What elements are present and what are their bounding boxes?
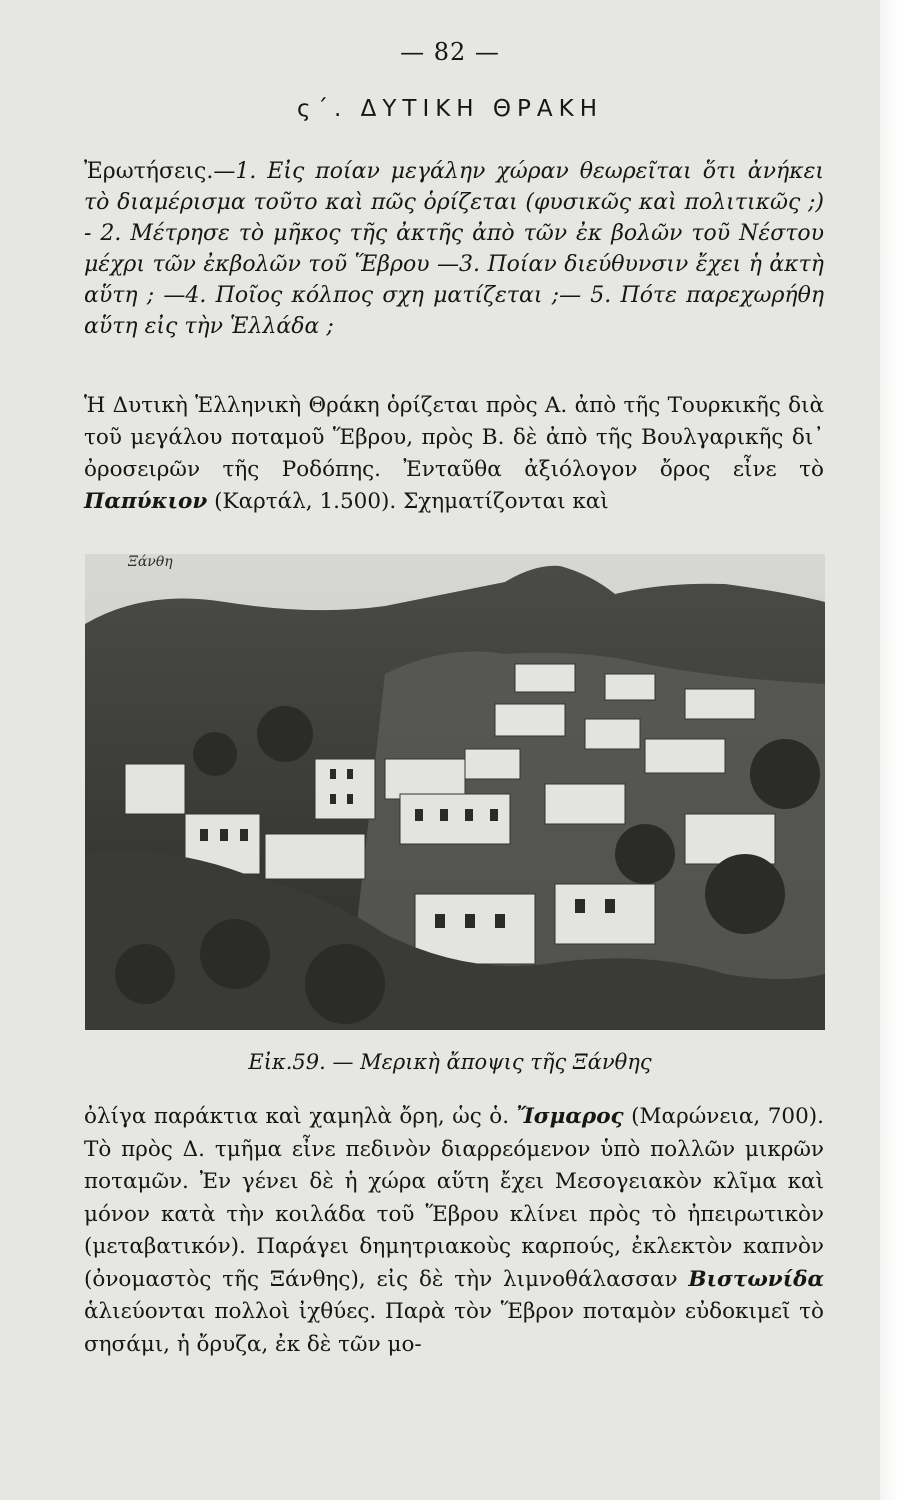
chapter-title: ς΄. ΔΥΤΙΚΗ ΘΡΑΚΗ bbox=[296, 96, 603, 122]
questions-block bbox=[84, 156, 824, 342]
xanthi-photo bbox=[85, 554, 825, 1030]
page-number: — 82 — bbox=[400, 38, 500, 66]
lagoon-vistonida: Βιστωνίδα bbox=[688, 1266, 824, 1292]
questions-text: —1. Εἰς ποίαν μεγάλην χώραν θεωρεῖται ὅτι ἀνήκει τὸ διαμέρισμα τοῦτο καὶ πῶς ὁρίζεται (φυσικῶς καὶ πολιτικῶς ;) - 2. Μέτρησε τὸ μῆκος τῆς ἀκτῆς ἀπὸ τῶν ἐκ βολῶν τοῦ Νέστου μέχρι τῶν ἐκβολῶν τοῦ Ἕβρου —3. Ποίαν διεύθυνσιν ἔχει ἡ ἀκτὴ αὕτη ; —4. Ποῖος κόλπος σχη ματίζεται ;— 5. Πότε παρεχωρήθη αὕτη εἰς τὴν Ἑλλάδα ; bbox=[84, 159, 824, 339]
xanthi-photo-drawing bbox=[85, 554, 825, 1030]
paragraph2-part3: ἁλιεύονται πολλοὶ ἰχθύες. Παρὰ τὸν Ἕβρον ποταμὸν εὐδοκιμεῖ τὸ σησάμι, ἡ ὄρυζα, ἐκ δὲ τῶν μο- bbox=[84, 1299, 824, 1357]
paragraph-climate bbox=[84, 1101, 824, 1361]
paragraph-borders bbox=[84, 390, 824, 518]
mount-ismaros: Ἴσμαρος bbox=[516, 1104, 624, 1129]
photo-label: Ξάνθη bbox=[128, 554, 173, 570]
page-edge bbox=[880, 0, 899, 1500]
paragraph1-after: (Καρτάλ, 1.500). Σχηματίζονται καὶ bbox=[214, 489, 609, 514]
paragraph2-part2: (Μαρώνεια, 700). Τὸ πρὸς Δ. τμῆμα εἶνε πεδινὸν διαρρεόμενον ὑπὸ πολλῶν μικρῶν ποταμῶν. Ἐν γένει δὲ ἡ χώρα αὕτη ἔχει Μεσογειακὸν κλῖμα καὶ μόνον κατὰ τὴν κοιλάδα τοῦ Ἕβρου κλίνει πρὸς τὸ ἠπειρωτικὸν (μεταβατικόν). Παράγει δημητριακοὺς καρπούς, ἐκλεκτὸν καπνὸν (ὀνομαστὸς τῆς Ξάνθης), εἰς δὲ τὴν λιμνοθάλασσαν bbox=[84, 1104, 825, 1292]
paragraph1-before: Ἡ Δυτικὴ Ἑλληνικὴ Θράκη ὁρίζεται πρὸς Α. ἀπὸ τῆς Τουρκικῆς διὰ τοῦ μεγάλου ποταμοῦ Ἕβρου, πρὸς Β. δὲ ἀπὸ τῆς Βουλγαρικῆς δι᾽ ὀροσειρῶν τῆς Ροδόπης. Ἐνταῦθα ἀξιόλογον ὄρος εἶνε τὸ bbox=[84, 393, 824, 482]
paragraph2-part1: ὀλίγα παράκτια καὶ χαμηλὰ ὄρη, ὡς ὁ. bbox=[84, 1104, 510, 1129]
questions-lead: Ἐρωτήσεις. bbox=[84, 159, 214, 184]
mount-papikion: Παπύκιον bbox=[84, 489, 208, 514]
figure-caption: Εἰκ.59. — Μερικὴ ἄποψις τῆς Ξάνθης bbox=[248, 1050, 652, 1074]
